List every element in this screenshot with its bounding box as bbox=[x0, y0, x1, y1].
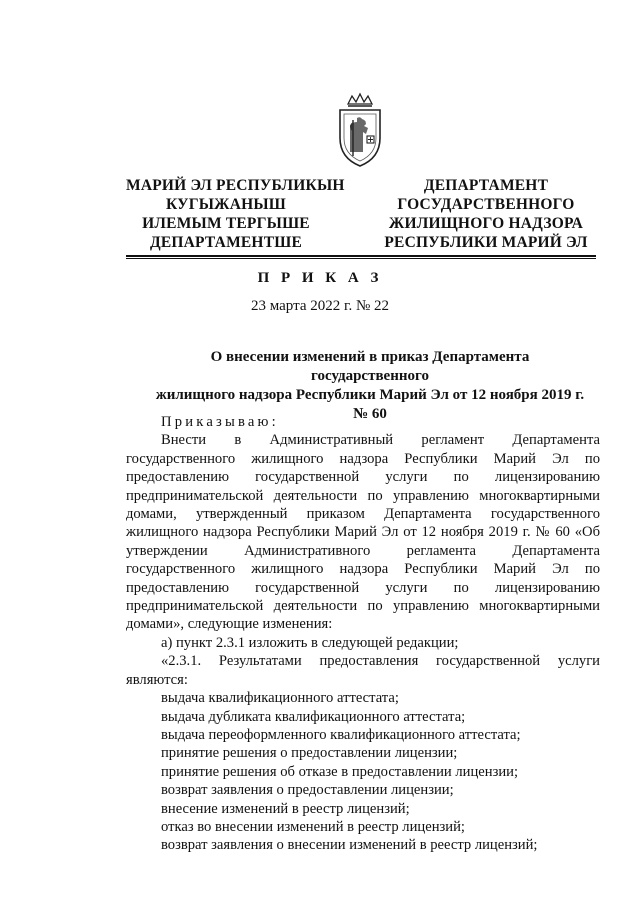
result-item: внесение изменений в реестр лицензий; bbox=[161, 800, 410, 817]
point-2-3-1: «2.3.1. Результатами предоставления государственной услуги являются: bbox=[126, 653, 600, 688]
result-item: принятие решения о предоставлении лицензии; bbox=[161, 745, 458, 762]
header-right-line: ДЕПАРТАМЕНТ bbox=[423, 177, 549, 194]
header-left-mari bbox=[126, 176, 345, 252]
decree-word: Приказываю: bbox=[161, 414, 279, 430]
header-right-russian bbox=[376, 176, 596, 252]
order-title: П Р И К А З bbox=[257, 270, 383, 286]
header-right-line: ГОСУДАРСТВЕННОГО bbox=[397, 196, 575, 213]
coat-of-arms-icon bbox=[330, 92, 390, 170]
result-item: выдача квалификационного аттестата; bbox=[161, 690, 399, 707]
result-item: выдача переоформленного квалификационного аттестата; bbox=[161, 726, 521, 743]
header-divider bbox=[126, 255, 596, 257]
result-item: отказ во внесении изменений в реестр лицензий; bbox=[161, 818, 465, 835]
header-left-line: КУГЫЖАНЫШ bbox=[165, 196, 286, 213]
header-right-line: РЕСПУБЛИКИ МАРИЙ ЭЛ bbox=[384, 234, 588, 251]
header-left-line: МАРИЙ ЭЛ РЕСПУБЛИКЫН bbox=[126, 177, 345, 194]
main-paragraph: Внести в Административный регламент Департамента государственного жилищного надзора Республики Марий Эл по предоставлению государственной услуги по лицензированию предпринимательской деятельности по управлению многоквартирными домами, утвержденный приказом Департамента государственного жилищного надзора Республики Марий Эл от 12 ноября 2019 г. № 60 «Об утверждении Административного регламента Департамента государственного жилищного надзора Республики Марий Эл по предоставлению государственной услуги по лицензированию предпринимательской деятельности по управлению многоквартирными домами», следующие изменения: bbox=[126, 432, 600, 633]
point-a: а) пункт 2.3.1 изложить в следующей редакции; bbox=[161, 634, 459, 651]
order-body bbox=[126, 413, 600, 855]
header-left-line: ДЕПАРТАМЕНТШЕ bbox=[150, 234, 302, 251]
header-left-line: ИЛЕМЫМ ТЕРГЫШЕ bbox=[142, 215, 310, 232]
header-divider-thin bbox=[126, 258, 596, 259]
order-subject-line: жилищного надзора Республики Марий Эл от 12 ноября 2019 г. № 60 bbox=[155, 387, 585, 422]
result-item: принятие решения об отказе в предоставлении лицензии; bbox=[161, 763, 519, 780]
result-item: возврат заявления о предоставлении лицензии; bbox=[161, 782, 454, 799]
result-item: возврат заявления о внесении изменений в реестр лицензий; bbox=[161, 837, 538, 854]
order-subject-line: О внесении изменений в приказ Департамента государственного bbox=[210, 349, 530, 384]
header-right-line: ЖИЛИЩНОГО НАДЗОРА bbox=[388, 215, 584, 232]
result-item: выдача дубликата квалификационного аттестата; bbox=[161, 708, 466, 725]
order-date-number: 23 марта 2022 г. № 22 bbox=[250, 298, 390, 314]
